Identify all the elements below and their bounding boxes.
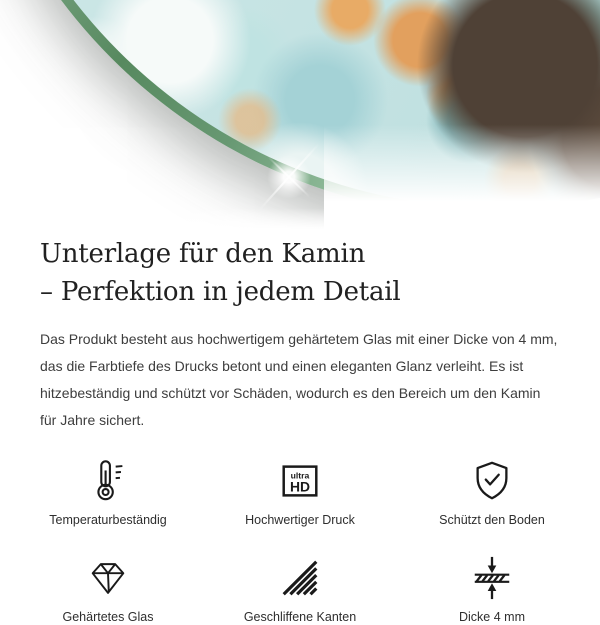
diamond-icon	[85, 553, 131, 601]
thermometer-icon	[85, 456, 131, 504]
page-title-line2: – Perfektion in jedem Detail	[40, 273, 560, 311]
product-description: Das Produkt besteht aus hochwertigem gehärtetem Glas mit einer Dicke von 4 mm, das die Farbtiefe des Drucks betont und einen eleganten Glanz verleiht. Es ist hitzebeständig und schützt vor Schäden, wodurch es den Bereich um den Kamin für Jahre sichert.	[40, 326, 560, 434]
feature-label: Temperaturbeständig	[49, 513, 166, 528]
feature-label: Geschliffene Kanten	[244, 610, 356, 625]
feature-label: Gehärtetes Glas	[62, 610, 153, 625]
feature-label: Hochwertiger Druck	[245, 513, 355, 528]
feature-label: Schützt den Boden	[439, 513, 545, 528]
polished-edge-icon	[277, 553, 323, 601]
thickness-icon	[469, 553, 515, 601]
feature-tempered-glass	[12, 553, 204, 625]
svg-text:ultra: ultra	[291, 471, 310, 481]
feature-thickness-4mm	[396, 553, 588, 625]
hero-bottom-fade	[0, 208, 600, 232]
page-title-line1: Unterlage für den Kamin	[40, 235, 560, 273]
feature-polished-edges	[204, 553, 396, 625]
feature-temperature-resistant	[12, 456, 204, 528]
page-title	[40, 235, 560, 311]
product-hero-image	[0, 0, 600, 232]
feature-label: Dicke 4 mm	[459, 610, 525, 625]
feature-protects-floor	[396, 456, 588, 528]
shield-check-icon	[469, 456, 515, 504]
product-details-section	[0, 235, 600, 625]
svg-text:HD: HD	[290, 479, 310, 495]
ultra-hd-icon	[277, 456, 323, 504]
feature-high-quality-print	[204, 456, 396, 528]
